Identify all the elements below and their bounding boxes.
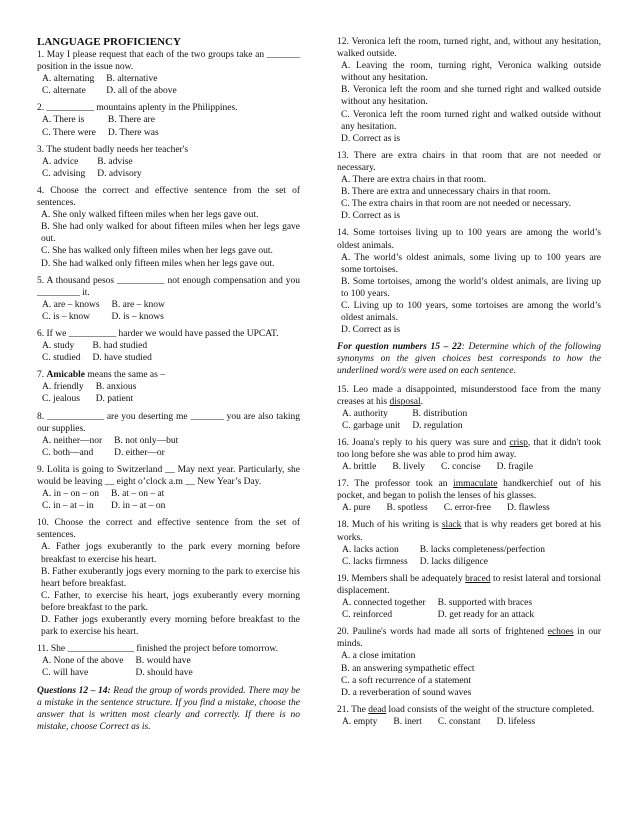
stem-prefix: 7.	[37, 370, 47, 381]
question-stem	[337, 573, 601, 597]
question-q8	[37, 411, 300, 459]
question-q15	[337, 384, 601, 432]
answer-choices	[337, 60, 601, 145]
underlined-word: disposal	[389, 396, 421, 407]
answer-choice: D. should have	[135, 668, 193, 679]
question-q21	[337, 704, 601, 728]
stem-suffix: handkerchief out of his pocket, and began to polish the lenses of his glasses.	[337, 479, 601, 502]
question-stem: 11. She ______________ finished the project before tomorrow.	[37, 644, 278, 655]
underlined-word: dead	[368, 704, 387, 715]
answer-choice: D. Correct as is	[341, 133, 401, 144]
question-q10	[37, 517, 300, 638]
answer-choices	[337, 650, 601, 698]
answer-choice: D. a reverberation of sound waves	[341, 687, 472, 698]
answer-choice: B. spotless	[386, 503, 428, 514]
answer-choice: B. advise	[97, 156, 133, 167]
answer-choice: C. Veronica left the room turned right and walked outside without any hesitation.	[341, 109, 601, 132]
answer-choices	[37, 655, 300, 679]
question-q2	[37, 102, 300, 138]
question-stem	[337, 437, 601, 461]
answer-choice: A. empty	[342, 716, 378, 727]
stem-prefix: 15. Leo made a disappointed, misunderstood face from the many creases at his	[337, 384, 601, 407]
answer-choice: D. either—or	[114, 447, 165, 458]
answer-choice: C. is – know	[42, 311, 91, 322]
question-q18	[337, 519, 601, 567]
stem-suffix: .	[420, 396, 424, 407]
answer-choice: B. not only—but	[114, 435, 179, 446]
answer-choice: D. is – knows	[111, 311, 164, 322]
question-q5	[37, 275, 300, 323]
answer-choice: C. concise	[441, 462, 481, 473]
answer-choice: B. Veronica left the room and she turned right and walked outside without any hesitation.	[341, 85, 601, 108]
question-q12	[337, 36, 601, 145]
stem-prefix: 17. The professor took an	[337, 479, 454, 490]
question-stem: 14. Some tortoises living up to 100 years are among the world’s oldest animals.	[337, 228, 601, 251]
answer-choice: C. studied	[42, 353, 81, 364]
answer-choice: C. jealous	[42, 394, 80, 405]
answer-choices	[337, 716, 601, 728]
question-q1	[37, 49, 300, 97]
answer-choice: A. There are extra chairs in that room.	[341, 175, 487, 186]
answer-choice: D. fragile	[496, 462, 534, 473]
answer-choice: D. all of the above	[106, 86, 177, 97]
answer-choice: D. Father jogs exuberantly every morning before breakfast to the park to exercise his heart.	[41, 615, 300, 638]
answer-choice: D. lifeless	[496, 716, 536, 727]
stem-prefix: 18. Much of his writing is	[337, 520, 442, 531]
question-q14	[337, 227, 601, 336]
answer-choices	[337, 408, 601, 432]
answer-choice: B. inert	[393, 716, 422, 727]
question-stem: 3. The student badly needs her teacher's	[37, 144, 189, 155]
stem-suffix: to resist lateral and torsional displacement.	[337, 573, 601, 596]
answer-choice: C. a soft recurrence of a statement	[341, 675, 472, 686]
answer-choice: B. would have	[135, 656, 191, 667]
directive-text: Read the group of words provided. There may be a mistake in the sentence structure. If you find a mistake, choose the answer that is written most clearly and correctly. If there is no mistake, choose Correct as is.	[37, 685, 300, 732]
answer-choice: C. advising	[42, 168, 86, 179]
answer-choice: B. lacks completeness/perfection	[419, 544, 546, 555]
answer-choice: A. connected together	[342, 598, 426, 609]
answer-choices	[37, 488, 300, 512]
answer-choice: C. lacks firmness	[342, 556, 408, 567]
answer-choice: D. There was	[107, 127, 159, 138]
answer-choice: D. patient	[95, 394, 134, 405]
question-q16	[337, 437, 601, 473]
answer-choices	[37, 541, 300, 638]
answer-choice: B. She had only walked for about fifteen miles when her legs gave out.	[41, 222, 300, 245]
answer-choices	[37, 340, 300, 364]
underlined-word: slack	[441, 520, 462, 531]
answer-choice: B. had studied	[92, 341, 148, 352]
question-q13	[337, 150, 601, 223]
right-column	[337, 36, 601, 733]
answer-choice: D. Correct as is	[341, 325, 401, 336]
answer-choice: C. error-free	[443, 503, 491, 514]
question-stem: 13. There are extra chairs in that room that are not needed or necessary.	[337, 150, 601, 173]
directive-text: : Determine which of the following synonyms on the given choices best corresponds to how the underlined word/s were used on each sentence.	[337, 342, 601, 377]
stem-keyword: Amicable	[46, 370, 86, 381]
question-q7	[37, 369, 300, 405]
underlined-word: crisp	[509, 437, 528, 448]
answer-choice: C. Father, to exercise his heart, jogs exuberantly every morning before breakfast to the park.	[41, 590, 300, 613]
answer-choice: D. Correct as is	[341, 211, 401, 222]
answer-choice: C. Living up to 100 years, some tortoises are among the world’s oldest animals.	[341, 300, 601, 324]
question-stem: 9. Lolita is going to Switzerland __ May next year. Particularly, she would be leaving __ eight o’clock a.m __ New Year’s Day.	[37, 464, 300, 487]
answer-choice: C. reinforced	[342, 610, 393, 621]
directive-label: Questions 12 – 14:	[37, 685, 111, 696]
answer-choice: A. neither—nor	[42, 435, 103, 446]
underlined-word: immaculate	[453, 479, 498, 490]
question-stem: 8. ____________ are you deserting me _______ you are also taking our supplies.	[37, 411, 300, 434]
question-stem: 1. May I please request that each of the two groups take an _______ position in the issue now.	[37, 50, 300, 73]
answer-choice: C. alternate	[42, 86, 86, 97]
stem-prefix: 21. The	[337, 704, 369, 715]
stem-prefix: 19. Members shall be adequately	[337, 573, 466, 584]
answer-choices	[337, 252, 601, 337]
answer-choice: B. supported with braces	[437, 598, 533, 609]
answer-choice: B. an answering sympathetic effect	[341, 663, 475, 674]
question-q4	[37, 185, 300, 270]
answer-choices	[37, 381, 300, 405]
answer-choices	[337, 544, 601, 568]
answer-choices	[337, 174, 601, 222]
question-stem	[337, 384, 601, 408]
answer-choice: B. Father exuberantly jogs every morning to the park to exercise his heart before breakfast.	[41, 566, 300, 589]
question-q6	[37, 328, 300, 364]
answer-choice: A. in – on – on	[42, 489, 99, 500]
instructions-15-22	[337, 341, 601, 377]
stem-suffix: means the same as –	[85, 370, 165, 381]
stem-suffix: that is why readers get bored at his works.	[337, 520, 601, 543]
answer-choice: A. are – knows	[42, 299, 100, 310]
answer-choice: C. She has walked only fifteen miles when her legs gave out.	[41, 246, 273, 257]
question-stem: 4. Choose the correct and effective sentence from the set of sentences.	[37, 185, 300, 209]
question-q11	[37, 643, 300, 679]
answer-choice: A. She only walked fifteen miles when her legs gave out.	[41, 210, 259, 221]
answer-choices	[37, 209, 300, 269]
answer-choice: B. at – on – at	[111, 489, 165, 500]
answer-choice: B. There are	[107, 115, 155, 126]
answer-choice: A. pure	[342, 503, 371, 514]
answer-choice: A. advice	[42, 156, 79, 167]
answer-choice: D. have studied	[92, 353, 152, 364]
answer-choice: D. in – at – on	[111, 501, 166, 512]
section-heading: LANGUAGE PROFICIENCY	[37, 36, 181, 48]
answer-choice: A. There is	[42, 115, 85, 126]
answer-choice: D. lacks diligence	[419, 556, 489, 567]
answer-choice: C. The extra chairs in that room are not needed or necessary.	[341, 199, 572, 210]
answer-choice: A. Father jogs exuberantly to the park every morning before breakfast to exercise his heart.	[41, 542, 300, 565]
underlined-word: braced	[465, 573, 491, 584]
answer-choice: A. alternating	[42, 74, 95, 85]
answer-choice: B. lively	[392, 462, 426, 473]
answer-choice: A. a close imitation	[341, 651, 416, 662]
question-stem: 12. Veronica left the room, turned right, and, without any hesitation, walked outside.	[337, 37, 601, 60]
answer-choice: D. advisory	[97, 168, 142, 179]
answer-choice: C. garbage unit	[342, 420, 401, 431]
stem-suffix: load consists of the weight of the structure completed.	[386, 704, 595, 715]
underlined-word: echoes	[547, 627, 574, 638]
answer-choice: B. are – know	[111, 299, 165, 310]
answer-choice: A. study	[42, 341, 75, 352]
answer-choice: B. Some tortoises, among the world’s oldest animals, are living up to 100 years.	[341, 276, 601, 299]
answer-choice: B. There are extra and unnecessary chairs in that room.	[341, 187, 551, 198]
question-stem	[337, 478, 601, 502]
question-stem	[337, 519, 601, 543]
answer-choice: A. lacks action	[342, 544, 399, 555]
question-stem: 2. __________ mountains aplenty in the Philippines.	[37, 103, 238, 114]
answer-choices	[37, 435, 300, 459]
instructions-12-14	[37, 685, 300, 733]
stem-prefix: 16. Joana's reply to his query was sure and	[337, 437, 510, 448]
answer-choices	[37, 156, 300, 180]
question-stem: 6. If we __________ harder we would have passed the UPCAT.	[37, 328, 279, 339]
answer-choice: D. flawless	[506, 503, 550, 514]
answer-choice: B. distribution	[412, 408, 468, 419]
answer-choice: A. None of the above	[42, 656, 124, 667]
question-stem	[37, 369, 300, 381]
question-q19	[337, 573, 601, 621]
answer-choices	[337, 461, 601, 473]
answer-choice: C. constant	[437, 716, 481, 727]
answer-choice: C. There were	[42, 127, 96, 138]
answer-choice: C. will have	[42, 668, 89, 679]
answer-choices	[37, 114, 300, 138]
question-q20	[337, 626, 601, 699]
question-stem	[337, 626, 601, 650]
question-q9	[37, 464, 300, 512]
answer-choice: D. get ready for an attack	[437, 610, 535, 621]
answer-choices	[37, 299, 300, 323]
answer-choice: B. anxious	[95, 382, 137, 393]
question-q3	[37, 144, 300, 180]
question-stem	[337, 704, 601, 716]
directive-label: For question numbers 15 – 22	[337, 342, 462, 353]
answer-choice: A. Leaving the room, turning right, Veronica walking outside without any hesitation.	[341, 61, 601, 84]
question-q17	[337, 478, 601, 514]
left-column	[37, 36, 300, 739]
answer-choice: D. regulation	[412, 420, 463, 431]
answer-choices	[37, 73, 300, 97]
answer-choices	[337, 502, 601, 514]
answer-choices	[337, 597, 601, 621]
stem-suffix: , that it didn't took too long before she was able to prod him away.	[337, 437, 602, 460]
question-stem: 10. Choose the correct and effective sentence from the set of sentences.	[37, 518, 300, 541]
answer-choice: A. brittle	[342, 462, 377, 473]
answer-choice: D. She had walked only fifteen miles when her legs gave out.	[41, 258, 275, 269]
stem-prefix: 20. Pauline's words had made all sorts of frightened	[337, 627, 548, 638]
answer-choice: C. both—and	[42, 447, 94, 458]
stem-suffix: in our minds.	[337, 627, 601, 650]
answer-choice: A. authority	[342, 408, 388, 419]
question-stem: 5. A thousand pesos __________ not enough compensation and you _________ it.	[37, 275, 300, 298]
answer-choice: B. alternative	[106, 74, 158, 85]
answer-choice: A. friendly	[42, 382, 84, 393]
answer-choice: C. in – at – in	[42, 501, 94, 512]
answer-choice: A. The world’s oldest animals, some living up to 100 years are some tortoises.	[341, 252, 601, 275]
